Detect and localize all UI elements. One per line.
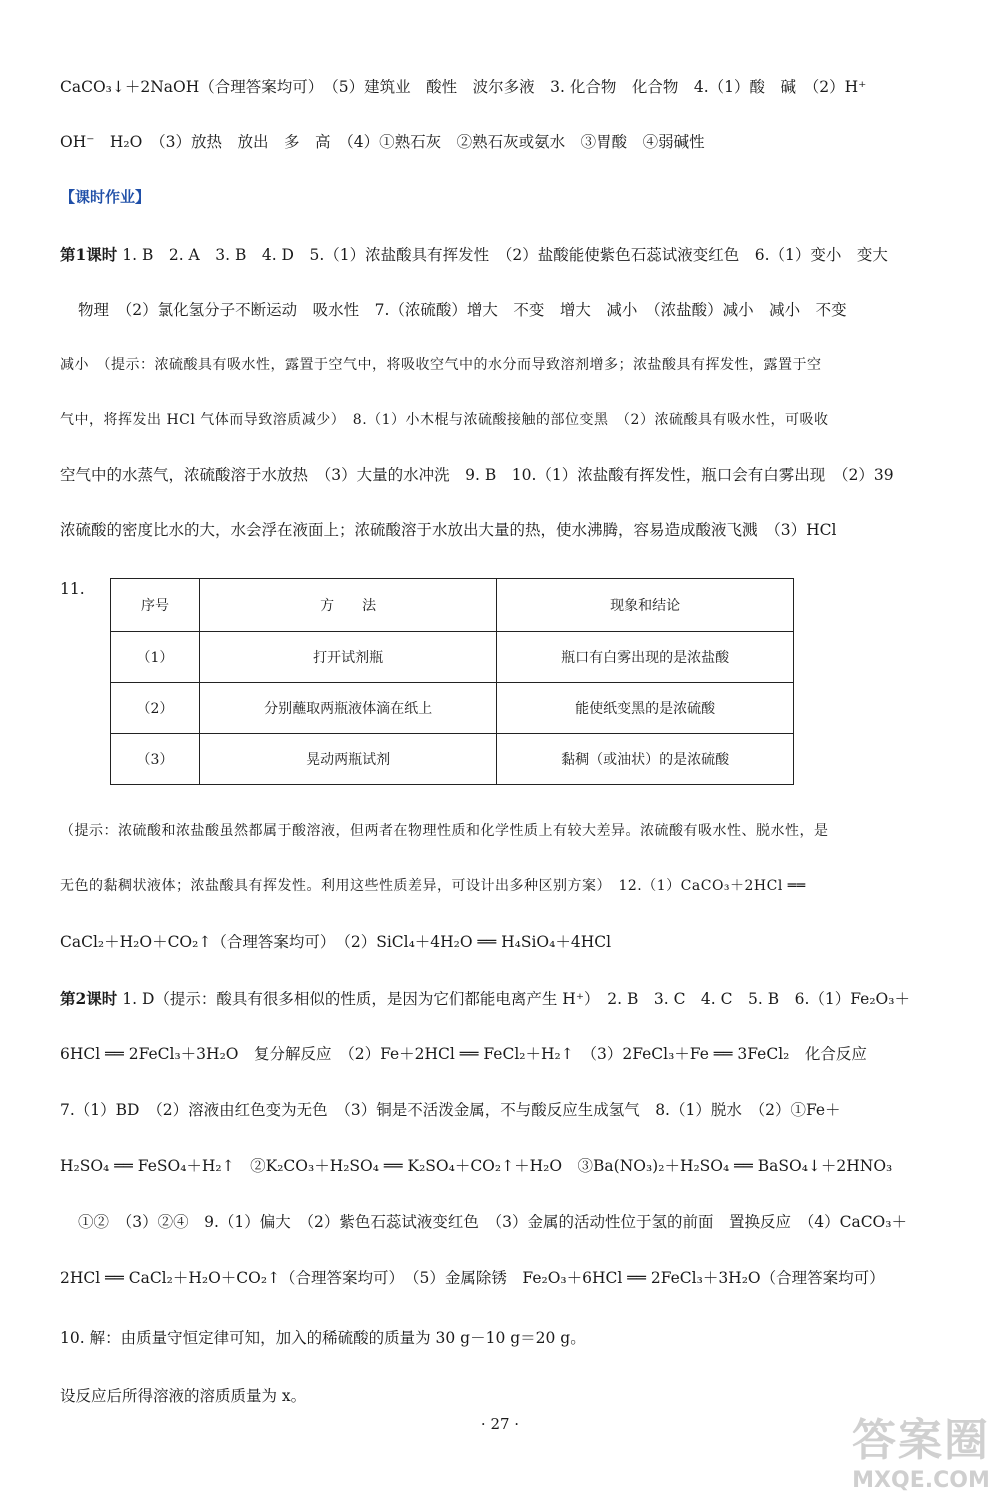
text-line: （提示：浓硫酸和浓盐酸虽然都属于酸溶液，但两者在物理性质和化学性质上有较大差异。浓硫酸有吸水性、脱水性，是 (60, 823, 829, 839)
section-tag: 【课时作业】 (60, 188, 151, 206)
text-line: OH⁻ H₂O （3）放热 放出 多 高 （4）①熟石灰 ②熟石灰或氨水 ③胃酸 ④弱碱性 (60, 133, 705, 151)
table-cell: 黏稠（或油状）的是浓硫酸 (497, 734, 794, 785)
table-row (111, 632, 794, 683)
text-line: 设反应后所得溶液的溶质质量为 x。 (60, 1387, 307, 1405)
table-header: 序号 (111, 579, 200, 632)
table-cell: （2） (111, 683, 200, 734)
table-row (111, 683, 794, 734)
table-cell: （3） (111, 734, 200, 785)
lesson2-label: 第2课时 (60, 989, 118, 1008)
table-cell: 打开试剂瓶 (199, 632, 496, 683)
answer-table (110, 578, 794, 785)
text-line: 7.（1）BD （2）溶液由红色变为无色 （3）铜是不活泼金属，不与酸反应生成氢气 8.（1）脱水 （2）①Fe＋ (60, 1101, 841, 1119)
text-line: 1. D（提示：酸具有很多相似的性质，是因为它们都能电离产生 H⁺） 2. B 3. C 4. C 5. B 6.（1）Fe₂O₃＋ (117, 990, 910, 1008)
page-number: · 27 · (480, 1415, 520, 1433)
lesson1-first-line (60, 244, 950, 266)
watermark-text: 答案圈 (852, 1415, 990, 1466)
text-line: 减小 （提示：浓硫酸具有吸水性，露置于空气中，将吸收空气中的水分而导致溶剂增多；浓盐酸具有挥发性，露置于空 (60, 357, 822, 373)
table-header-row (111, 579, 794, 632)
table-cell: 瓶口有白雾出现的是浓盐酸 (497, 632, 794, 683)
table-row (111, 734, 794, 785)
text-line: CaCO₃↓＋2NaOH（合理答案均可） （5）建筑业 酸性 波尔多液 3. 化合物 化合物 4.（1）酸 碱 （2）H⁺ (60, 78, 867, 96)
table-header: 现象和结论 (497, 579, 794, 632)
text-line: 2HCl ══ CaCl₂＋H₂O＋CO₂↑（合理答案均可） （5）金属除锈 Fe₂O₃＋6HCl ══ 2FeCl₃＋3H₂O（合理答案均可） (60, 1269, 885, 1287)
text-line: 无色的黏稠状液体；浓盐酸具有挥发性。利用这些性质差异，可设计出多种区别方案） 12.（1）CaCO₃＋2HCl ══ (60, 878, 806, 894)
text-line: H₂SO₄ ══ FeSO₄＋H₂↑ ②K₂CO₃＋H₂SO₄ ══ K₂SO₄＋CO₂↑＋H₂O ③Ba(NO₃)₂＋H₂SO₄ ══ BaSO₄↓＋2HNO₃ (60, 1157, 893, 1175)
text-line: 空气中的水蒸气，浓硫酸溶于水放热 （3）大量的水冲洗 9. B 10.（1）浓盐酸有挥发性，瓶口会有白雾出现 （2）39 (60, 466, 894, 484)
text-line: 气中，将挥发出 HCl 气体而导致溶质减少） 8.（1）小木棍与浓硫酸接触的部位变黑 （2）浓硫酸具有吸水性，可吸收 (60, 412, 829, 428)
lesson1-label: 第1课时 (60, 245, 118, 264)
lesson2-first-line (60, 988, 950, 1010)
watermark-logo (846, 1404, 996, 1504)
text-line: CaCl₂＋H₂O＋CO₂↑（合理答案均可） （2）SiCl₄＋4H₂O ══ H₄SiO₄＋4HCl (60, 933, 612, 951)
text-line: 10. 解：由质量守恒定律可知，加入的稀硫酸的质量为 30 g－10 g＝20 g。 (60, 1329, 586, 1347)
watermark-url: MXQE.COM (852, 1468, 990, 1493)
table-header: 方 法 (199, 579, 496, 632)
text-line: 浓硫酸的密度比水的大，水会浮在液面上；浓硫酸溶于水放出大量的热，使水沸腾，容易造成酸液飞溅 （3）HCl (60, 521, 837, 539)
text-line: 1. B 2. A 3. B 4. D 5.（1）浓盐酸具有挥发性 （2）盐酸能使紫色石蕊试液变红色 6.（1）变小 变大 (117, 246, 888, 264)
question-number: 11. (60, 580, 85, 598)
text-line: 6HCl ══ 2FeCl₃＋3H₂O 复分解反应 （2）Fe＋2HCl ══ FeCl₂＋H₂↑ （3）2FeCl₃＋Fe ══ 3FeCl₂ 化合反应 (60, 1045, 867, 1063)
table-cell: 分别蘸取两瓶液体滴在纸上 (199, 683, 496, 734)
table-cell: （1） (111, 632, 200, 683)
text-line: 物理 （2）氯化氢分子不断运动 吸水性 7.（浓硫酸）增大 不变 增大 减小 （浓盐酸）减小 减小 不变 (78, 301, 847, 319)
table-cell: 晃动两瓶试剂 (199, 734, 496, 785)
text-line: ①② （3）②④ 9.（1）偏大 （2）紫色石蕊试液变红色 （3）金属的活动性位于氢的前面 置换反应 （4）CaCO₃＋ (78, 1213, 907, 1231)
table-cell: 能使纸变黑的是浓硫酸 (497, 683, 794, 734)
